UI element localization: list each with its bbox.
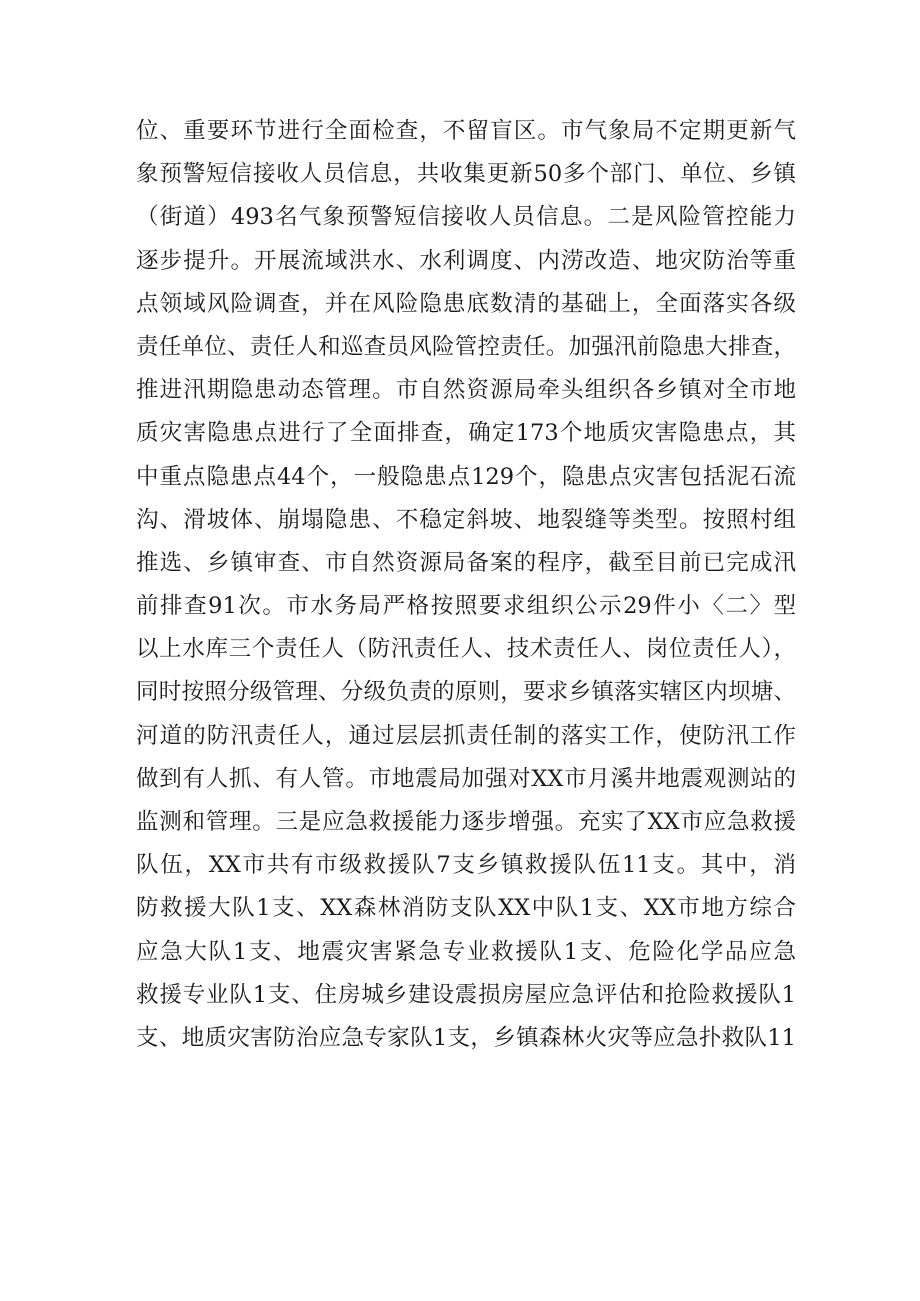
text-line-3: （街道）493名气象预警短信接收人员信息。二是风险管控能力 xyxy=(136,204,796,231)
text-line-9: 中重点隐患点44个，一般隐患点129个，隐患点灾害包括泥石流 xyxy=(136,463,796,490)
text-line-2: 象预警短信接收人员信息，共收集更新50多个部门、单位、乡镇 xyxy=(136,161,796,188)
text-line-1: 位、重要环节进行全面检查，不留盲区。市气象局不定期更新气 xyxy=(136,118,796,144)
text-line-12: 前排查91次。市水务局严格按照要求组织公示29件小〈二〉型 xyxy=(136,593,796,620)
body-text xyxy=(136,110,796,1060)
text-line-19: 防救援大队1支、XX森林消防支队XX中队1支、XX市地方综合 xyxy=(136,895,796,922)
text-line-18: 队伍，XX市共有市级救援队7支乡镇救援队伍11支。其中，消 xyxy=(136,852,796,879)
text-line-11: 推选、乡镇审查、市自然资源局备案的程序，截至目前已完成汛 xyxy=(136,549,796,576)
text-line-16: 做到有人抓、有人管。市地震局加强对XX市月溪井地震观测站的 xyxy=(136,765,796,792)
text-line-4: 逐步提升。开展流域洪水、水利调度、内涝改造、地灾防治等重 xyxy=(136,247,796,274)
text-line-7: 推进汛期隐患动态管理。市自然资源局牵头组织各乡镇对全市地 xyxy=(136,377,796,404)
text-line-8: 质灾害隐患点进行了全面排查，确定173个地质灾害隐患点，其 xyxy=(136,420,796,447)
text-line-15: 河道的防汛责任人，通过层层抓责任制的落实工作，使防汛工作 xyxy=(136,722,796,749)
text-line-14: 同时按照分级管理、分级负责的原则，要求乡镇落实辖区内坝塘、 xyxy=(136,679,796,706)
text-line-6: 责任单位、责任人和巡查员风险管控责任。加强汛前隐患大排查， xyxy=(136,333,796,360)
text-line-22: 支、地质灾害防治应急专家队1支，乡镇森林火灾等应急扑救队11 xyxy=(136,1024,796,1051)
text-line-5: 点领域风险调查，并在风险隐患底数清的基础上，全面落实各级 xyxy=(136,290,796,317)
text-line-10: 沟、滑坡体、崩塌隐患、不稳定斜坡、地裂缝等类型。按照村组 xyxy=(136,506,796,533)
text-line-13: 以上水库三个责任人（防汛责任人、技术责任人、岗位责任人）， xyxy=(136,636,796,663)
text-line-17: 监测和管理。三是应急救援能力逐步增强。充实了XX市应急救援 xyxy=(136,809,796,835)
text-line-20: 应急大队1支、地震灾害紧急专业救援队1支、危险化学品应急 xyxy=(136,938,796,965)
text-line-21: 救援专业队1支、住房城乡建设震损房屋应急评估和抢险救援队1 xyxy=(136,981,796,1008)
